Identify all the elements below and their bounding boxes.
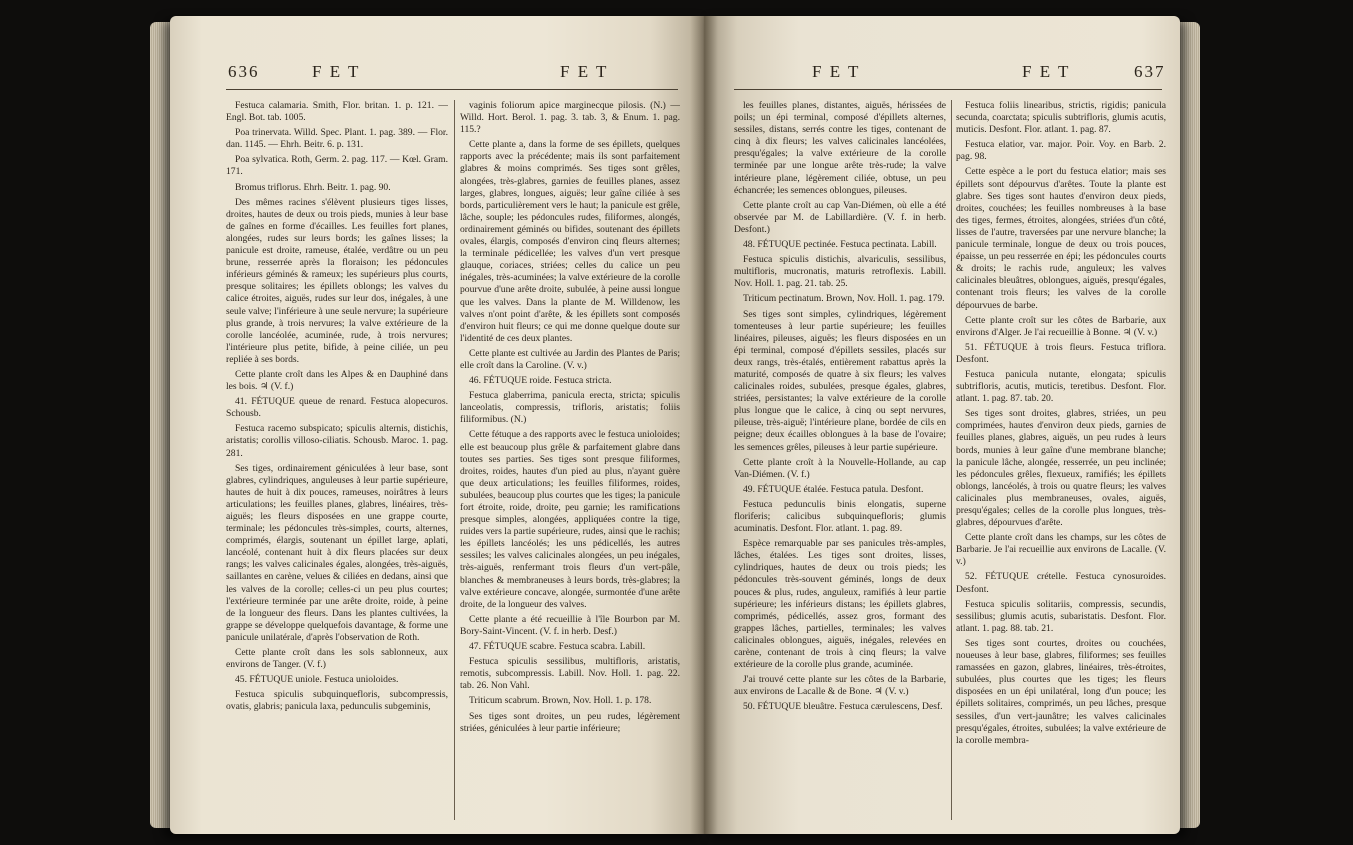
paragraph: 47. FÉTUQUE scabre. Festuca scabra. Labill. bbox=[469, 641, 646, 653]
right-page-header bbox=[704, 62, 1180, 84]
paragraph: 52. FÉTUQUE crételle. Festuca cynosuroides. Desfont. bbox=[956, 571, 1166, 595]
header-rule bbox=[226, 89, 678, 90]
paragraph: Triticum pectinatum. Brown, Nov. Holl. 1. pag. 179. bbox=[743, 293, 945, 305]
paragraph: vaginis foliorum apice marginecque pilosis. (N.) — Willd. Hort. Berol. 1. pag. 3. tab. 3, & Enum. 1. pag. 115.? bbox=[460, 100, 680, 136]
paragraph: Ses tiges, ordinairement géniculées à leur base, sont glabres, cylindriques, anguleuses à leur partie supérieure, hautes de huit à dix pouces, rameuses, noirâtres à leurs articulations; les feuilles planes, glabres, linéaires, très-aiguës; les fleurs disposées en une grappe courte, terminale; les pédoncules très-simples, courts, alternes, comprimés, élargis, soutenant un épillet large, aplati, lancéolé, contenant huit à dix fleurs placées sur deux rangs; les valves calicinales égales, alongées, très-aiguës, saillantes en carène, velues & ciliées en dedans, ainsi que les valves de la corolle; celles-ci un peu plus courtes; l'extérieure terminée par une arête droite, roide, à peine de la longueur des fleurs. Dans les plantes cultivées, la grappe se développe quelquefois davantage, & forme une panicule unilatérale, d'après l'observation de Roth. bbox=[226, 462, 448, 643]
paragraph: Poa sylvatica. Roth, Germ. 2. pag. 117. — Kœl. Gram. 171. bbox=[226, 154, 448, 178]
paragraph: 45. FÉTUQUE uniole. Festuca unioloides. bbox=[235, 674, 399, 686]
column-divider bbox=[951, 100, 952, 820]
running-head: F E T bbox=[1022, 62, 1071, 81]
paragraph: Poa trinervata. Willd. Spec. Plant. 1. pag. 389. — Flor. dan. 1145. — Ehrh. Beitr. 6. p. 131. bbox=[226, 127, 448, 151]
left-page bbox=[170, 16, 704, 834]
paragraph: Cette plante a été recueillie à l'île Bourbon par M. Bory-Saint-Vincent. (V. f. in herb. Desf.) bbox=[460, 613, 680, 637]
paragraph: Festuca foliis linearibus, strictis, rigidis; panicula secunda, coarctata; spiculis subtrifloris, glumis acutis, muticis. Desfont. Flor. atlant. 1. pag. 87. bbox=[956, 100, 1166, 136]
right-page-column-2 bbox=[956, 100, 1166, 830]
right-page bbox=[704, 16, 1180, 834]
running-head: F E T bbox=[560, 62, 609, 81]
paragraph: Cette espèce a le port du festuca elatior; mais ses épillets sont dépourvus d'arêtes. Toute la plante est glabre. Ses tiges sont hautes d'environ deux pieds, droites, couchées; les feuilles nombreuses à la base des tiges, fermes, étroites, alongées, striées d'un côté, lisses de l'autre, traversées par une nervure blanche; la panicule terminale, longue de deux ou trois pouces, épaisse, un peu resserrée en épi; les pédoncules courts & droits; le rachis rude, anguleux; les valves calicinales bleuâtres, oblongues, aiguës, presqu'égales, contenant trois fleurs; les valves de la corolle dépourvues de barbe. bbox=[956, 166, 1166, 311]
paragraph: Cette plante a, dans la forme de ses épillets, quelques rapports avec la précédente; mais ils sont parfaitement glabres & moins comprimés. Ses tiges sont grêles, alongées, très-glabres, garnies de feuilles planes, assez larges, glabres, longues, aiguës; leur gaîne ciliée à ses bords, particulièrement vers le haut; la panicule est grêle, lâche, souple; les pédoncules rudes, filiformes, alongés, ordinairement géminés ou bifides, soutenant des épillets ovales, élargis, composés d'environ cinq fleurs alternes; la terminale pédicellée; les valves d'un vert presque glauque, coriaces, striées; celles du calice un peu inégales, très-acuminées; la valve extérieure de la corolle pourvue d'une arête droite, subulée, à peine aussi longue que les valves. Dans la plante de M. Willdenow, les valves n'ont point d'arête, & les épillets sont composés d'environ huit fleurs; ce qui me donne quelque doute sur l'identité de ces deux plantes. bbox=[460, 139, 680, 344]
column-divider bbox=[454, 100, 455, 820]
paragraph: Cette plante croît sur les côtes de Barbarie, aux environs d'Alger. Je l'ai recueillie à Bonne. ♃ (V. v.) bbox=[956, 314, 1166, 338]
running-head: F E T bbox=[312, 62, 361, 81]
paragraph: Festuca glaberrima, panicula erecta, stricta; spiculis lanceolatis, compressis, trifloris, aristatis; foliis filiformibus. (N.) bbox=[460, 390, 680, 426]
paragraph: 51. FÉTUQUE à trois fleurs. Festuca triflora. Desfont. bbox=[956, 341, 1166, 365]
right-page-edges bbox=[1178, 22, 1200, 828]
paragraph: 49. FÉTUQUE étalée. Festuca patula. Desfont. bbox=[743, 483, 924, 495]
paragraph: Festuca spiculis distichis, alvariculis, sessilibus, multifloris, mucronatis, maturis retroflexis. Labill. Nov. Holl. 1. pag. 21. tab. 25. bbox=[734, 254, 946, 290]
header-rule bbox=[734, 89, 1162, 90]
paragraph: Ses tiges sont droites, un peu rudes, légèrement striées, géniculées à leur partie inférieure; bbox=[460, 710, 680, 734]
paragraph: Ses tiges sont simples, cylindriques, légèrement tomenteuses à leur partie supérieure; les feuilles linéaires, pileuses, aiguës; les fleurs disposées en un épi terminal, composé d'épillets sessiles, placés sur deux rangs, très-étalés, entièrement rabattus après la maturité, composés de quatre à six fleurs; les valves calicinales roides, subulées, presque égales, glabres, striées, persistantes; la valve extérieure de la corolle plus longue que le calice, à cinq ou sept nervures, pileuse, très-aiguë; l'intérieure plane, bordée de cils en peigne; deux écailles oblongues à la base de l'ovaire; les semences grêles, pileuses à leur partie supérieure. bbox=[734, 308, 946, 453]
paragraph: Festuca elatior, var. major. Poir. Voy. en Barb. 2. pag. 98. bbox=[956, 139, 1166, 163]
paragraph: 46. FÉTUQUE roide. Festuca stricta. bbox=[469, 375, 612, 387]
paragraph: Ses tiges sont courtes, droites ou couchées, noueuses à leur base, glabres, filiformes; ses feuilles ramassées en gazon, glabres, linéaires, très-étroites, subulées, plus courtes que les tiges; les fleurs disposées en un épi unilatéral, long d'un pouce; les épillets solitaires, comprimés, un peu lâches, presque sessiles, d'un vert-jaunâtre; les valves calicinales presqu'égales, étroites, subulées; la valve extérieure de la corolle membra- bbox=[956, 637, 1166, 746]
left-page-column-1 bbox=[226, 100, 448, 830]
paragraph: Festuca panicula nutante, elongata; spiculis subtrifloris, acutis, muticis, teretibus. Desfont. Flor. atlant. 1. pag. 87. tab. 20. bbox=[956, 368, 1166, 405]
paragraph: Bromus triflorus. Ehrh. Beitr. 1. pag. 90. bbox=[235, 181, 391, 193]
paragraph: Cette plante croît au cap Van-Diémen, où elle a été observée par M. de Labillardière. (V. f. in herb. Desfont.) bbox=[734, 199, 946, 235]
paragraph: Festuca spiculis sessilibus, multifloris, aristatis, remotis, subcompressis. Labill. Nov. Holl. 1. pag. 22. tab. 26. Non Vahl. bbox=[460, 656, 680, 692]
page-number-right: 637 bbox=[1134, 62, 1166, 81]
paragraph: Festuca calamaria. Smith, Flor. britan. 1. p. 121. — Engl. Bot. tab. 1005. bbox=[226, 100, 448, 124]
paragraph: Festuca racemo subspicato; spiculis alternis, distichis, aristatis; corollis villoso-ciliatis. Schousb. Maroc. 1. pag. 281. bbox=[226, 423, 448, 459]
paragraph: Festuca spiculis solitariis, compressis, secundis, sessilibus; glumis acutis, subaristatis. Desfont. Flor. atlant. 1. pag. 88. tab. 21. bbox=[956, 598, 1166, 634]
paragraph: Festuca spiculis subquinquefloris, subcompressis, ovatis, glabris; panicula laxa, pedunculis subgeminis, bbox=[226, 689, 448, 713]
page-number-left: 636 bbox=[228, 62, 260, 81]
left-page-header bbox=[170, 62, 704, 84]
paragraph: Triticum scabrum. Brown, Nov. Holl. 1. p. 178. bbox=[469, 695, 652, 707]
paragraph: Cette plante croît à la Nouvelle-Hollande, au cap Van-Diémen. (V. f.) bbox=[734, 456, 946, 480]
paragraph: Cette plante croît dans les champs, sur les côtes de Barbarie. Je l'ai recueillie aux environs de Lacalle. (V. v.) bbox=[956, 532, 1166, 568]
paragraph: Ses tiges sont droites, glabres, striées, un peu comprimées, hautes d'environ deux pieds, garnies de feuilles planes, glabres, aiguës, un peu rudes à leurs bords, munies à leur gaîne d'une membrane blanche; la panicule lâche, alongée, resserrée, un peu inclinée; les pédoncules grêles, flexueux, ramifiés; les épillets oblongs, lancéolés, à trois ou quatre fleurs; les valves calicinales plus membraneuses, ovales, aiguës, presqu'égales; celles de la corolle plus longues, très-glabres, dépourvues d'arête. bbox=[956, 408, 1166, 529]
running-head: F E T bbox=[812, 62, 861, 81]
paragraph: 50. FÉTUQUE bleuâtre. Festuca cærulescens, Desf. bbox=[743, 701, 943, 713]
paragraph: Cette plante croît dans les Alpes & en Dauphiné dans les bois. ♃ (V. f.) bbox=[226, 368, 448, 393]
left-page-edges bbox=[150, 22, 172, 828]
left-page-column-2 bbox=[460, 100, 680, 830]
paragraph: 41. FÉTUQUE queue de renard. Festuca alopecuros. Schousb. bbox=[226, 396, 448, 420]
book-gutter-shadow bbox=[690, 16, 718, 834]
paragraph: Cette plante croît dans les sols sablonneux, aux environs de Tanger. (V. f.) bbox=[226, 647, 448, 671]
paragraph: Cette plante est cultivée au Jardin des Plantes de Paris; elle croît dans la Caroline. (V. v.) bbox=[460, 347, 680, 371]
paragraph: Cette fétuque a des rapports avec le festuca unioloides; elle est beaucoup plus grêle & parfaitement glabre dans toutes ses parties. Ses tiges sont presque filiformes, droites, roides, hautes d'un pied au plus, n'ayant guère que deux articulations; les feuilles filiformes, roides, subulées, beaucoup plus courtes que les tiges; la panicule fort étroite, roide, droite, peu garnie; les ramifications presque simples, alongées, appliquées contre la tige, ruides vers la partie supérieure, rudes, ainsi que le rachis; les épillets lancéolés; les uns pédicellés, les autres sessiles; les valves calicinales alongées, un peu inégales, très-aiguës, renfermant trois fleurs d'un vert-pâle, blanches & membraneuses à leurs bords, très-glabres; la valve extérieure concave, alongée, surmontée d'une arête droite, de la longueur des valves. bbox=[460, 429, 680, 610]
paragraph: Espèce remarquable par ses panicules très-amples, lâches, étalées. Les tiges sont droites, lisses, cylindriques, hautes de deux ou trois pieds; les pédoncules très-souvent géminés, longs de deux pouces & plus, rudes, anguleux, ramifiés à leur partie supérieure; les inférieurs distans; les épillets glabres, comprimés, pédicellés, assez gros, formant des grappes lâches, partielles, terminales; les valves calicinales oblongues, aiguës, inégales, relevées en carène, contenant de trois à cinq fleurs; la valve extérieure de la corolle plus grande, acuminée. bbox=[734, 538, 946, 671]
right-page-column-1 bbox=[734, 100, 946, 830]
paragraph: 48. FÉTUQUE pectinée. Festuca pectinata. Labill. bbox=[743, 239, 937, 251]
paragraph: les feuilles planes, distantes, aiguës, hérissées de poils; un épi terminal, composé d'épillets alternes, sessiles, distans, serrés contre les tiges, contenant de cinq à dix fleurs; les valves calicinales lancéolées, presqu'égales; la valve extérieure de la corolle terminée par une longue arête très-rude; la valve intérieure plane, légèrement ciliée, obtuse, un peu échancrée; les semences oblongues, pileuses. bbox=[734, 100, 946, 196]
paragraph: J'ai trouvé cette plante sur les côtes de la Barbarie, aux environs de Lacalle & de Bone. ♃ (V. v.) bbox=[734, 674, 946, 698]
paragraph: Des mêmes racines s'élèvent plusieurs tiges lisses, droites, hautes de deux ou trois pieds, munies à leur base de gaînes en forme d'écailles. Les feuilles fort planes, alongées, rudes sur leurs bords; les gaînes lisses; la panicule est droite, rameuse, étalée, verdâtre ou un peu brune, resserrée après la floraison; les pédoncules inférieurs géminés & rameux; les supérieurs plus courts, presque solitaires; les épillets oblongs; les valves du calice étroites, aiguës, rudes sur leur dos, inégales, à une seule valve; l'inférieure à une seule nervure; la supérieure plus grande, à trois nervures; la valve extérieure de la corolle lancéolée, acuminée, rude, à trois nervures; l'intérieure plus petite, bifide, à peine ciliée, un peu repliée à ses bords. bbox=[226, 196, 448, 365]
paragraph: Festuca pedunculis binis elongatis, superne floriferis; calicibus subquinquefloris; glumis acuminatis. Desfont. Flor. atlant. 1. pag. 89. bbox=[734, 498, 946, 535]
